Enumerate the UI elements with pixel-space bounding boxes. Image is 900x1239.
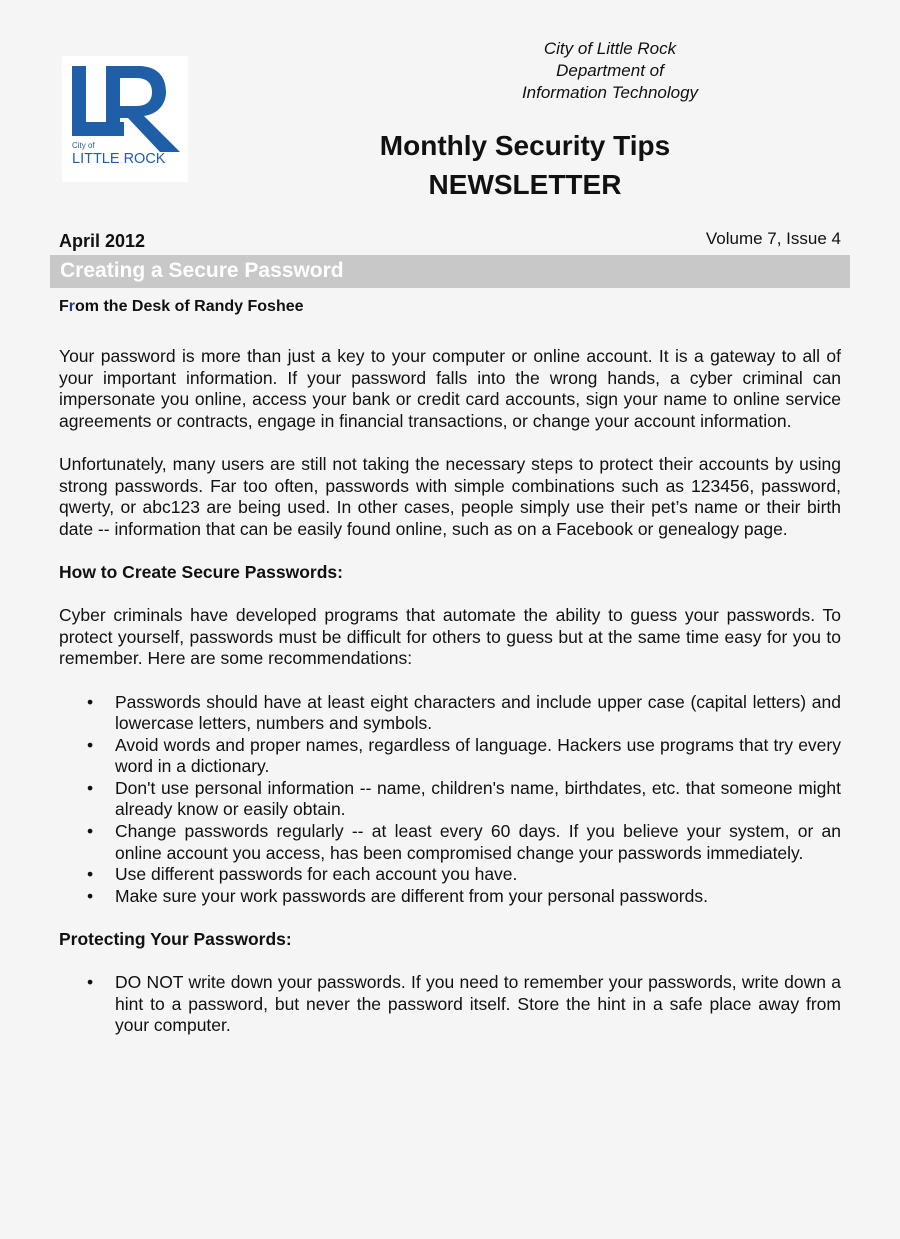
volume-issue: Volume 7, Issue 4: [705, 229, 841, 248]
paragraph-2: Unfortunately, many users are still not taking the necessary steps to protect their accounts by using strong passwords. Far too often, passwords with simple combinations such as 123456, password, qwerty, or abc123 are being used. In other cases, people simply use their pet’s name or their birth date -- information that can be easily found online, such as on a Facebook or genealogy page.: [59, 453, 841, 539]
protect-list: [59, 972, 841, 1037]
list-item: • Don't use personal information -- name, children's name, birthdates, etc. that someone might already know or easily obtain.: [59, 778, 841, 821]
section-banner: [50, 255, 850, 288]
dept-line-3: Information Technology: [521, 83, 699, 102]
list-item: • DO NOT write down your passwords. If you need to remember your passwords, write down a hint to a password, but never the password itself. Store the hint in a safe place away from your computer.: [59, 972, 841, 1037]
article-body: [59, 346, 841, 1059]
title-line-2: NEWSLETTER: [428, 169, 622, 200]
issue-date: April 2012: [59, 231, 146, 251]
title-line-1: Monthly Security Tips: [379, 130, 671, 161]
logo-small-text: City of: [72, 141, 95, 150]
list-item: • Avoid words and proper names, regardless of language. Hackers use programs that try every word in a dictionary.: [59, 735, 841, 778]
list-item: • Make sure your work passwords are different from your personal passwords.: [59, 886, 841, 908]
list-item: • Change passwords regularly -- at least every 60 days. If you believe your system, or an online account you access, has been compromised change your passwords immediately.: [59, 821, 841, 864]
heading-create-passwords: How to Create Secure Passwords:: [59, 561, 343, 582]
department-block: [480, 38, 740, 104]
byline-first: F: [59, 298, 69, 315]
logo-big-text: LITTLE ROCK: [72, 151, 166, 167]
banner-title: Creating a Secure Password: [60, 259, 344, 282]
byline: [59, 298, 304, 316]
byline-rest: om the Desk of Randy Foshee: [75, 298, 304, 315]
paragraph-3: Cyber criminals have developed programs that automate the ability to guess your passwords. To protect yourself, passwords must be difficult for others to guess but at the same time easy for you to remember. Here are some recommendations:: [59, 605, 841, 669]
paragraph-1: Your password is more than just a key to your computer or online account. It is a gateway to all of your important information. If your password falls into the wrong hands, a cyber criminal can impersonate you online, access your bank or credit card accounts, sign your name to online service agreements or contracts, engage in financial transactions, or change your account information.: [59, 346, 841, 431]
dept-line-1: City of Little Rock: [543, 39, 677, 58]
newsletter-title: [330, 126, 720, 204]
tips-list: [59, 692, 841, 908]
city-logo: [62, 56, 188, 182]
byline-accent: r: [68, 298, 76, 315]
dept-line-2: Department of: [556, 61, 664, 80]
list-item: • Passwords should have at least eight characters and include upper case (capital letters) and lowercase letters, numbers and symbols.: [59, 692, 841, 735]
lr-logo-icon: [62, 56, 188, 182]
heading-protect-passwords: Protecting Your Passwords:: [59, 929, 292, 950]
list-item: • Use different passwords for each account you have.: [59, 864, 841, 886]
